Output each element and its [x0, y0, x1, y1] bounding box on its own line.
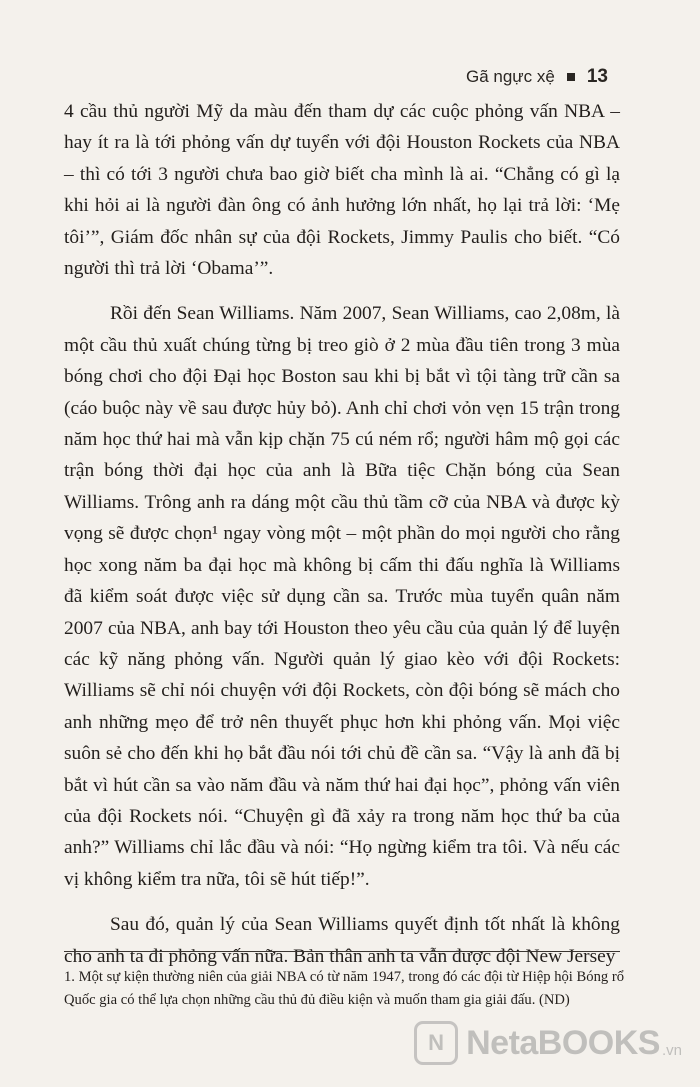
netabooks-logo-icon: N [414, 1021, 458, 1065]
page-number: 13 [586, 66, 608, 87]
running-title: Gã ngực xệ [465, 67, 555, 86]
header-square-icon [567, 73, 575, 81]
footnote-divider [64, 951, 620, 952]
paragraph-1: 4 cầu thủ người Mỹ da màu đến tham dự các cuộc phỏng vấn NBA – hay ít ra là tới phỏng vấn dự tuyển với đội Houston Rockets của NBA – thì có tới 3 người chưa bao giờ biết cha mình là ai. “Chẳng có gì lạ khi hỏi ai là người đàn ông có ảnh hưởng lớn nhất, họ lại trả lời: ‘Mẹ tôi’”, Giám đốc nhân sự của đội Rockets, Jimmy Paulis cho biết. “Có người thì trả lời ‘Obama’”. [64, 101, 620, 280]
paragraph-2: Rồi đến Sean Williams. Năm 2007, Sean Williams, cao 2,08m, là một cầu thủ xuất chúng từng bị treo giò ở 2 mùa đầu tiên trong 3 mùa bóng chơi cho đội Đại học Boston sau khi bị bắt vì tội tàng trữ cần sa (cáo buộc này về sau được hủy bỏ). Anh chỉ chơi vỏn vẹn 15 trận trong năm học thứ hai mà vẫn kịp chặn 75 cú ném rổ; người hâm mộ gọi các trận bóng thời đại học của anh là Bữa tiệc Chặn bóng của Sean Williams. Trông anh ra dáng một cầu thủ tầm cỡ của NBA và được kỳ vọng sẽ được chọn¹ ngay vòng một – một phần do mọi người cho rằng học xong năm ba đại học mà không bị cấm thi đấu nghĩa là Williams đã kiểm soát được việc sử dụng cần sa. Trước mùa tuyển quân năm 2007 của NBA, anh bay tới Houston theo yêu cầu của quản lý để luyện các kỹ năng phỏng vấn. Người quản lý giao kèo với đội Rockets: Williams sẽ chỉ nói chuyện với đội Rockets, còn đội bóng sẽ mách cho anh những mẹo để trở nên thuyết phục hơn khi phỏng vấn. Mọi việc suôn sẻ cho đến khi họ bắt đầu nói tới chủ đề cần sa. “Vậy là anh đã bị bắt vì hút cần sa vào năm đầu và năm thứ hai đại học”, phỏng vấn viên của đội Rockets nói. “Chuyện gì đã xảy ra trong năm học thứ ba của anh?” Williams chỉ lắc đầu và nói: “Họ ngừng kiểm tra tôi. Và nếu các vị không kiểm tra nữa, tôi sẽ hút tiếp!”. [64, 303, 620, 890]
watermark [414, 1021, 682, 1065]
running-header [466, 66, 608, 88]
footnote: 1. Một sự kiện thường niên của giải NBA có từ năm 1947, trong đó các đội từ Hiệp hội Bóng rổ Quốc gia có thể lựa chọn những cầu thủ đủ điều kiện và muốn tham gia giải đấu. (ND) [64, 969, 624, 1008]
paragraph-3: Sau đó, quản lý của Sean Williams quyết định tốt nhất là không cho anh ta đi phỏng vấn nữa. Bản thân anh ta vẫn được đội New Jersey [64, 914, 620, 967]
watermark-brand: NetaBOOKS [466, 1023, 660, 1062]
watermark-suffix: .vn [661, 1042, 682, 1059]
body-text [64, 96, 620, 986]
